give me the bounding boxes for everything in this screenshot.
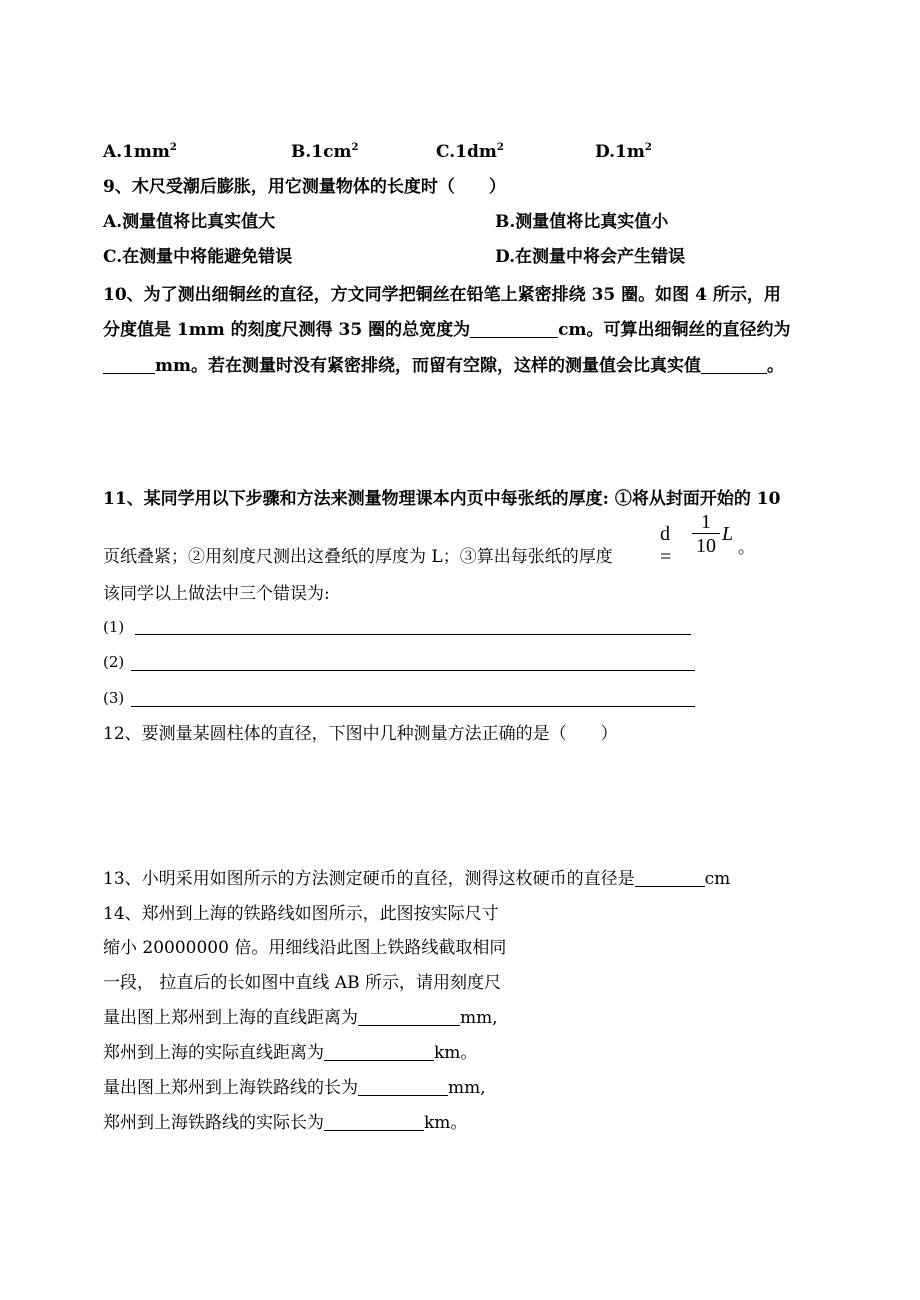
q14-text: 郑州到上海铁路线的实际长为 [103, 1113, 324, 1133]
q13-text: 13、小明采用如图所示的方法测定硬币的直径，测得这枚硬币的直径是 [103, 869, 635, 889]
q14-line-7 [103, 1111, 467, 1135]
q10-text: mm。若在测量时没有紧密排绕，而留有空隙，这样的测量值会比真实值 [155, 356, 701, 376]
error-3-answer-line[interactable] [131, 706, 695, 707]
formula-denominator: 10 [696, 535, 716, 557]
q10-compare-blank[interactable] [701, 355, 767, 374]
q14-text: 郑州到上海的实际直线距离为 [103, 1043, 324, 1063]
q13-unit: cm [704, 869, 731, 889]
error-1-label: (1) [103, 618, 125, 636]
q14-line-3: 一段， 拉直后的长如图中直线 AB 所示，请用刻度尺 [103, 973, 501, 993]
q14-line-4 [103, 1006, 498, 1030]
q14-text: 量出图上郑州到上海铁路线的长为 [103, 1078, 358, 1098]
error-2-label: (2) [103, 653, 125, 671]
q10-line-3 [103, 354, 784, 378]
q8-option-c: $C.1dm^2$ [436, 142, 504, 162]
q14-unit: km。 [424, 1113, 468, 1133]
q9-option-a: A.测量值将比真实值大 [103, 212, 276, 232]
q11-line-2: 页纸叠紧；②用刻度尺测出这叠纸的厚度为 L；③算出每张纸的厚度 [103, 547, 613, 567]
formula-l: L [722, 523, 734, 545]
q10-line-2 [103, 318, 790, 342]
formula-fraction [692, 511, 720, 558]
q9-stem: 9、木尺受潮后膨胀，用它测量物体的长度时（ ） [103, 177, 506, 197]
q14-line-2: 缩小 20000000 倍。用细线沿此图上铁路线截取相同 [103, 938, 507, 958]
q8-option-a: $A.1mm^2$ [103, 142, 177, 162]
q10-text: cm。可算出细铜丝的直径约为 [558, 320, 791, 340]
q11-line-1: 11、某同学用以下步骤和方法来测量物理课本内页中每张纸的厚度: ①将从封面开始的 10 [103, 489, 781, 509]
q14-straight-mm-blank[interactable] [358, 1007, 460, 1026]
q10-text: 分度值是 1mm 的刻度尺测得 35 圈的总宽度为 [103, 320, 471, 340]
q10-text: 。 [766, 356, 784, 376]
error-1-answer-line[interactable] [135, 634, 691, 635]
q12-stem: 12、要测量某圆柱体的直径，下图中几种测量方法正确的是（ ） [103, 724, 618, 744]
q9-option-d: D.在测量中将会产生错误 [495, 247, 686, 267]
formula-numerator: 1 [701, 511, 711, 533]
q13-stem [103, 867, 730, 891]
q9-option-c: C.在测量中将能避免错误 [103, 247, 293, 267]
q14-rail-mm-blank[interactable] [358, 1077, 448, 1096]
q10-line-1: 10、为了测出细铜丝的直径，方文同学把铜丝在铅笔上紧密排绕 35 圈。如图 4 所示，用 [103, 285, 781, 305]
error-3-label: (3) [103, 689, 125, 707]
q8-option-d: $D.1m^2$ [595, 142, 652, 162]
error-2-answer-line[interactable] [131, 670, 695, 671]
q10-diameter-blank[interactable] [103, 355, 155, 374]
q14-unit: mm, [448, 1078, 486, 1098]
q11-line-3: 该同学以上做法中三个错误为: [103, 584, 330, 604]
q8-option-b: $B.1cm^2$ [291, 142, 359, 162]
q14-straight-km-blank[interactable] [324, 1042, 434, 1061]
q14-line-1: 14、郑州到上海的铁路线如图所示，此图按实际尺寸 [103, 904, 499, 924]
formula-period: 。 [738, 538, 755, 557]
q14-unit: mm, [460, 1008, 498, 1028]
formula-d: d = [660, 523, 672, 568]
q10-width-blank[interactable] [470, 319, 558, 338]
q14-line-5 [103, 1041, 477, 1065]
q9-option-b: B.测量值将比真实值小 [495, 212, 669, 232]
q14-unit: km。 [434, 1043, 478, 1063]
q13-diameter-blank[interactable] [635, 868, 705, 887]
q14-rail-km-blank[interactable] [324, 1112, 424, 1131]
q14-line-6 [103, 1076, 486, 1100]
q14-text: 量出图上郑州到上海的直线距离为 [103, 1008, 358, 1028]
